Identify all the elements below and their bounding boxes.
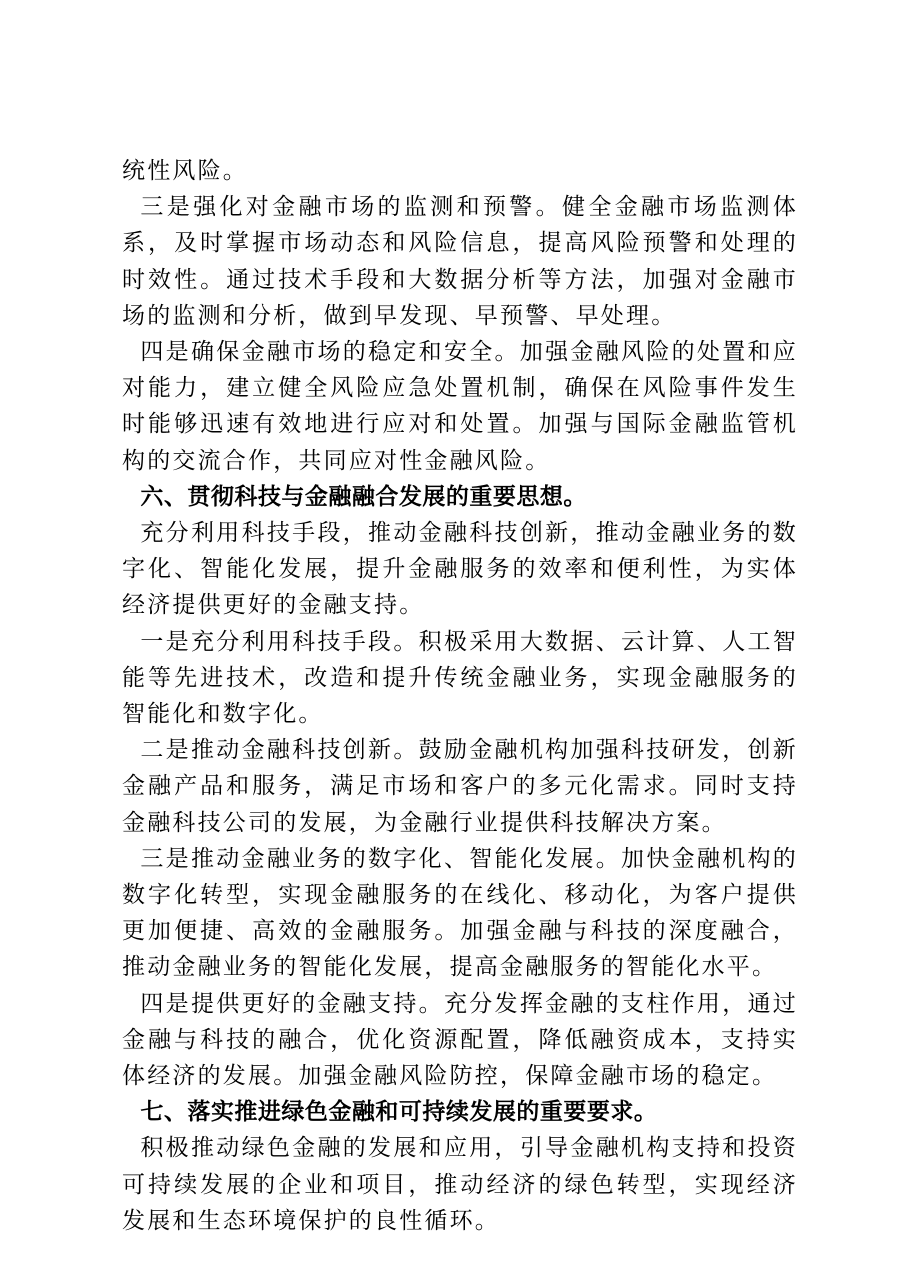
paragraph-fintech-point-four: 四是提供更好的金融支持。充分发挥金融的支柱作用，通过金融与科技的融合，优化资源配置，降低融资成本，支持实体经济的发展。加强金融风险防控，保障金融市场的稳定。 [122, 990, 798, 1090]
paragraph-green-finance-intro: 积极推动绿色金融的发展和应用，引导金融机构支持和投资可持续发展的企业和项目，推动经济的绿色转型，实现经济发展和生态环境保护的良性循环。 [122, 1135, 798, 1234]
paragraph-fintech-intro: 充分利用科技手段，推动金融科技创新，推动金融业务的数字化、智能化发展，提升金融服务的效率和便利性，为实体经济提供更好的金融支持。 [122, 520, 798, 619]
section-heading-six: 六、贯彻科技与金融融合发展的重要思想。 [140, 483, 587, 510]
paragraph-fintech-point-one: 一是充分利用科技手段。积极采用大数据、云计算、人工智能等先进技术，改造和提升传统金融业务，实现金融服务的智能化和数字化。 [122, 628, 798, 728]
section-heading-seven: 七、落实推进绿色金融和可持续发展的重要要求。 [140, 1099, 658, 1126]
paragraph-stability-security: 四是确保金融市场的稳定和安全。加强金融风险的处置和应对能力，建立健全风险应急处置机制，确保在风险事件发生时能够迅速有效地进行应对和处置。加强与国际金融监管机构的交流合作，共同应对性金融风险。 [122, 339, 798, 474]
paragraph-fintech-point-three: 三是推动金融业务的数字化、智能化发展。加快金融机构的数字化转型，实现金融服务的在线化、移动化，为客户提供更加便捷、高效的金融服务。加强金融与科技的深度融合，推动金融业务的智能化发展，提高金融服务的智能化水平。 [122, 845, 798, 981]
document-body [122, 153, 798, 1239]
paragraph-continuation: 统性风险。 [122, 158, 248, 184]
paragraph-monitoring-warning: 三是强化对金融市场的监测和预警。健全金融市场监测体系，及时掌握市场动态和风险信息，提高风险预警和处理的时效性。通过技术手段和大数据分析等方法，加强对金融市场的监测和分析，做到早发现、早预警、早处理。 [122, 194, 798, 329]
paragraph-fintech-point-two: 二是推动金融科技创新。鼓励金融机构加强科技研发，创新金融产品和服务，满足市场和客户的多元化需求。同时支持金融科技公司的发展，为金融行业提供科技解决方案。 [122, 737, 798, 836]
